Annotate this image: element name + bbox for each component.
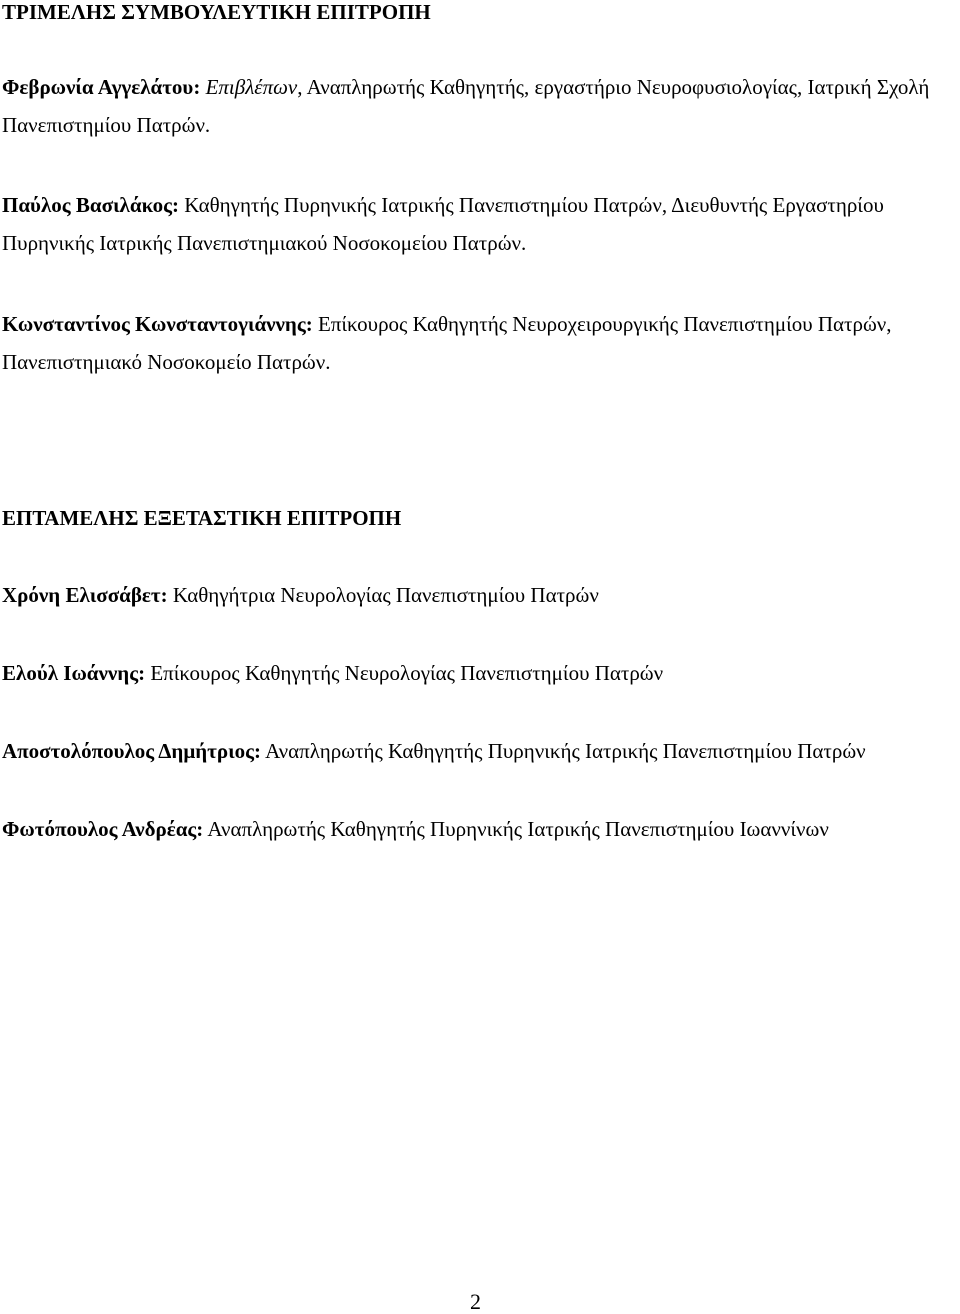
member-name: Χρόνη Ελισσάβετ: xyxy=(2,583,168,607)
member-description: Επίκουρος Καθηγητής Νευροχειρουργικής Πανεπιστημίου Πατρών, Πανεπιστημιακό Νοσοκομείο Πατρών. xyxy=(2,312,892,374)
member-description: Επίκουρος Καθηγητής Νευρολογίας Πανεπιστημίου Πατρών xyxy=(150,661,664,685)
member-description: Αναπληρωτής Καθηγητής Πυρηνικής Ιατρικής Πανεπιστημίου Ιωαννίνων xyxy=(207,817,829,841)
page-number: 2 xyxy=(470,1289,481,1314)
advisory-member-1 xyxy=(2,68,958,144)
exam-member-3 xyxy=(2,732,958,770)
member-name: Ελούλ Ιωάννης: xyxy=(2,661,146,685)
advisory-member-3 xyxy=(2,305,958,381)
exam-member-4 xyxy=(2,810,958,848)
member-name: Φεβρωνία Αγγελάτου: xyxy=(2,75,201,99)
member-name: Αποστολόπουλος Δημήτριος: xyxy=(2,739,261,763)
advisory-member-2 xyxy=(2,186,958,262)
exam-member-2 xyxy=(2,654,958,692)
examination-committee-heading: ΕΠΤΑΜΕΛΗΣ ΕΞΕΤΑΣΤΙΚΗ ΕΠΙΤΡΟΠΗ xyxy=(2,506,402,530)
member-description: Καθηγήτρια Νευρολογίας Πανεπιστημίου Πατρών xyxy=(172,583,599,607)
member-role-italic: Επιβλέπων xyxy=(205,75,298,99)
member-name: Φωτόπουλος Ανδρέας: xyxy=(2,817,204,841)
advisory-committee-heading: ΤΡΙΜΕΛΗΣ ΣΥΜΒΟΥΛΕΥΤΙΚΗ ΕΠΙΤΡΟΠΗ xyxy=(2,0,431,24)
member-description: Αναπληρωτής Καθηγητής Πυρηνικής Ιατρικής Πανεπιστημίου Πατρών xyxy=(265,739,866,763)
member-description: , Αναπληρωτής Καθηγητής, εργαστήριο Νευροφυσιολογίας, Ιατρική Σχολή Πανεπιστημίου Πατρών. xyxy=(2,75,930,137)
member-name: Κωνσταντίνος Κωνσταντογιάννης: xyxy=(2,312,313,336)
exam-member-1 xyxy=(2,576,958,614)
member-description: Καθηγητής Πυρηνικής Ιατρικής Πανεπιστημίου Πατρών, Διευθυντής Εργαστηρίου Πυρηνικής Ιατρικής Πανεπιστημιακού Νοσοκομείου Πατρών. xyxy=(2,193,884,255)
member-name: Παύλος Βασιλάκος: xyxy=(2,193,179,217)
